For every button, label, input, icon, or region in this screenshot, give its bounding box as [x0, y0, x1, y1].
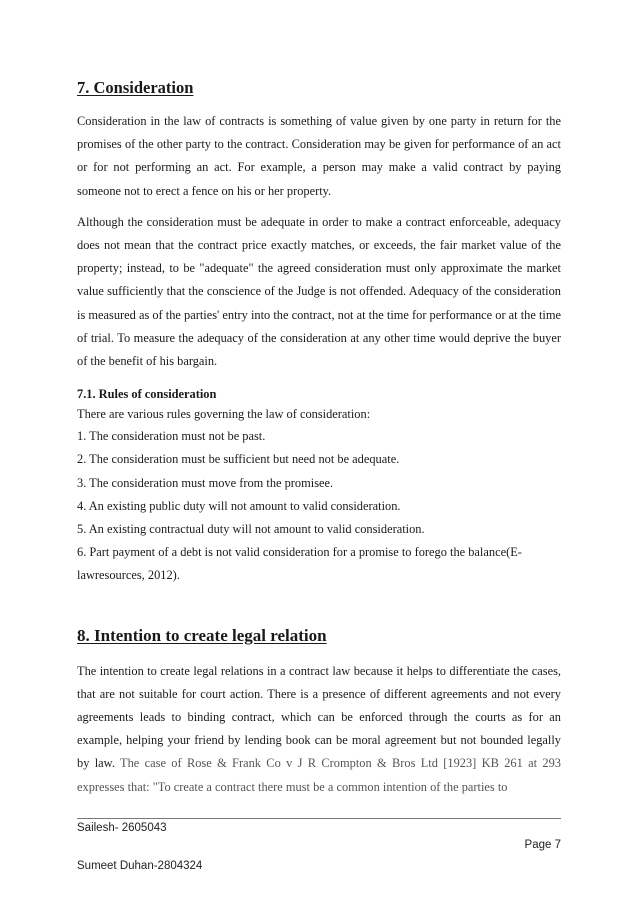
section-7-heading: 7. Consideration [77, 78, 194, 97]
case-citation-text: The case of Rose & Frank Co v J R Crompton & Bros Ltd [1923] KB 261 at 293 expresses that: "To create a contract there must be a common intention of the parties to [77, 756, 561, 794]
rules-intro: There are various rules governing the law of consideration: [77, 407, 371, 422]
section-8-paragraph-1 [77, 660, 561, 799]
section-7-paragraph-1: Consideration in the law of contracts is something of value given by one party in return for the promises of the other party to the contract. Consideration may be given for performance of an act or for not performing an act. For example, a person may make a valid contract by paying someone not to erect a fence on his or her property. [77, 114, 561, 198]
subsection-7-1-heading: 7.1. Rules of consideration [77, 387, 217, 402]
section-8-heading: 8. Intention to create legal relation [77, 625, 327, 645]
footer-divider [77, 818, 561, 819]
rule-item: 3. The consideration must move from the promisee. [77, 475, 334, 490]
footer-author-1: Sailesh- 2605043 [77, 822, 167, 834]
rule-item: 4. An existing public duty will not amount to valid consideration. [77, 498, 401, 513]
section-8-paragraph-text: The intention to create legal relations in a contract law because it helps to differentiate the cases, that are not suitable for court action. There is a presence of different agreements and not every agreements leads to binding contract, which can be enforced through the courts as for an example, helping your friend by lending book can be moral agreement but not bounded legally by law. [77, 663, 561, 771]
page-number: Page 7 [524, 839, 561, 851]
rule-item: 5. An existing contractual duty will not amount to valid consideration. [77, 522, 425, 537]
subsection-7-1 [77, 385, 561, 587]
rule-item: 6. Part payment of a debt is not valid consideration for a promise to forego the balance(E-lawresources, 2012). [77, 545, 522, 583]
footer-author-2: Sumeet Duhan-2804324 [77, 860, 203, 872]
rule-item: 1. The consideration must not be past. [77, 429, 266, 444]
page-body [77, 76, 561, 799]
rule-item: 2. The consideration must be sufficient but need not be adequate. [77, 452, 400, 467]
section-7-paragraph-2: Although the consideration must be adequate in order to make a contract enforceable, adequacy does not mean that the contract price exactly matches, or exceeds, the fair market value of the property; instead, to be "adequate" the agreed consideration must only approximate the market value sufficiently that the conscience of the Judge is not offended. Adequacy of the consideration is measured as of the parties' entry into the contract, not at the time for performance or at the time of trial. To measure the adequacy of the consideration at any other time would deprive the buyer of the benefit of his bargain. [77, 214, 561, 369]
